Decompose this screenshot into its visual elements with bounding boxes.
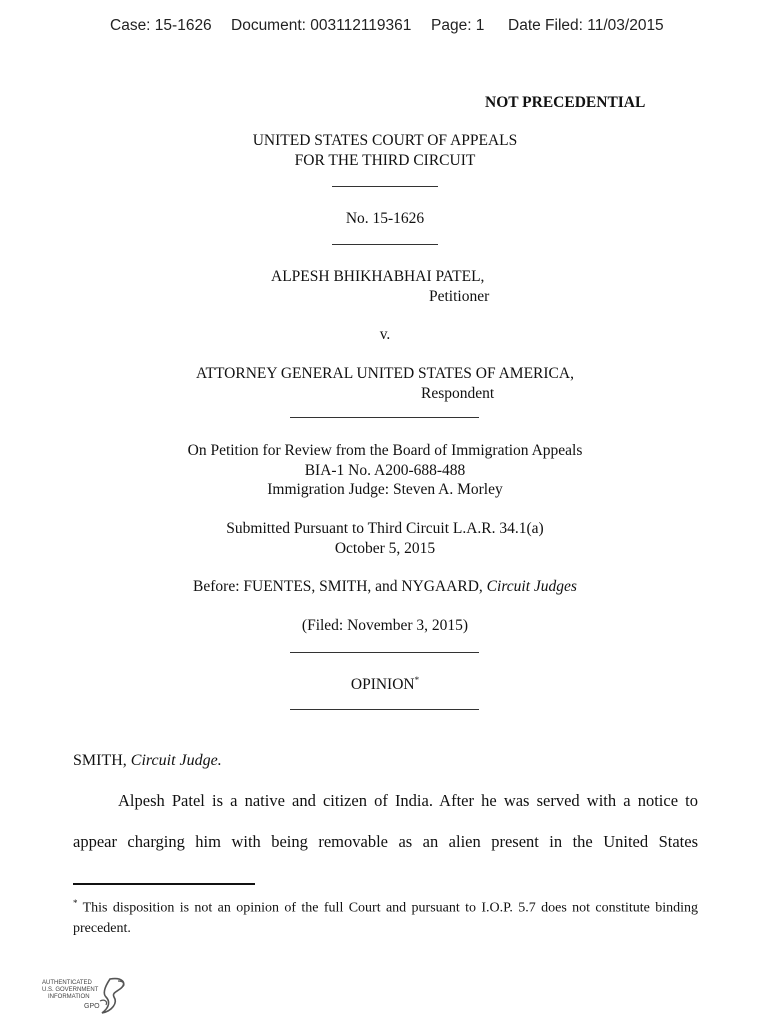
gpo-eagle-icon [40,975,135,1017]
footnote-marker: * [73,898,78,908]
logo-line1: AUTHENTICATED [42,980,92,986]
author-title: Circuit Judge. [130,752,222,769]
opinion-heading [0,675,770,694]
header-document: Document: 003112119361 [231,17,412,34]
petitioner-name: ALPESH BHIKHABHAI PATEL, [271,268,485,285]
header-page: Page: 1 [431,17,485,34]
petition-line1: On Petition for Review from the Board of Immigration Appeals [187,442,583,459]
court-name-line1: UNITED STATES COURT OF APPEALS [252,132,518,149]
logo-line2: U.S. GOVERNMENT [42,987,99,993]
court-name-line2: FOR THE THIRD CIRCUIT [294,152,476,169]
logo-line3: INFORMATION [48,994,90,1000]
opinion-footnote-marker: * [414,675,420,685]
panel-judges: Before: FUENTES, SMITH, and NYGAARD, [193,578,483,595]
respondent-role: Respondent [421,385,495,402]
divider [290,417,479,418]
petition-line2: BIA-1 No. A200-688-488 [304,462,466,479]
opinion-label: OPINION [350,676,415,694]
precedential-status: NOT PRECEDENTIAL [485,94,646,111]
panel [0,578,770,596]
author-name: SMITH, [73,752,127,769]
submission-line1: Submitted Pursuant to Third Circuit L.A.R. 34.1(a) [226,520,544,537]
petitioner-role: Petitioner [429,288,490,305]
footnote-text: This disposition is not an opinion of the full Court and pursuant to I.O.P. 5.7 does not constitute binding precedent. [73,900,698,936]
petition-line3: Immigration Judge: Steven A. Morley [267,481,503,498]
divider [290,709,479,710]
divider [332,186,438,187]
case-number: No. 15-1626 [345,210,425,227]
filed-date: (Filed: November 3, 2015) [301,617,469,634]
respondent-name: ATTORNEY GENERAL UNITED STATES OF AMERICA, [196,365,574,382]
gpo-authentication-logo [40,975,135,1017]
panel-title: Circuit Judges [486,578,577,595]
body-line1: Alpesh Patel is a native and citizen of India. After he was served with a notice to [118,791,698,810]
footnote-separator [73,883,255,885]
opinion-author [73,752,222,770]
divider [332,244,438,245]
header-date-filed: Date Filed: 11/03/2015 [508,17,664,34]
versus: v. [379,326,391,343]
divider [290,652,479,653]
body-line2: appear charging him with being removable as an alien present in the United States [73,832,698,851]
header-case: Case: 15-1626 [110,17,212,34]
footnote [73,893,698,939]
submission-line2: October 5, 2015 [334,540,436,557]
logo-line4: GPO [84,1003,100,1010]
